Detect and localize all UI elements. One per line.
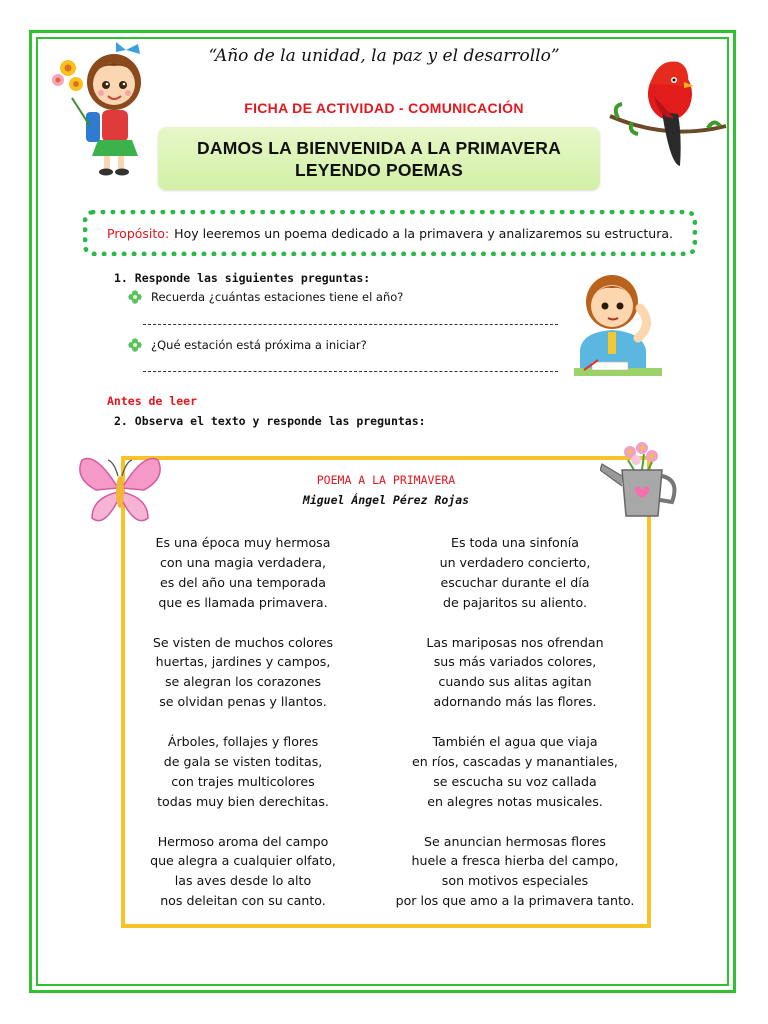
worksheet-title-box: [158, 127, 600, 190]
poem-line: de pajaritos su aliento.: [443, 594, 587, 610]
flower-bullet-icon: [128, 290, 142, 304]
poem-line: huertas, jardines y campos,: [155, 654, 331, 670]
flower-bullet-icon: [128, 338, 142, 352]
poem-line: se escucha su voz callada: [433, 773, 597, 789]
poem-line: con trajes multicolores: [171, 773, 315, 789]
poem-line: sus más variados colores,: [433, 654, 597, 670]
poem-line: se alegran los corazones: [164, 674, 322, 690]
poem-line: un verdadero concierto,: [439, 554, 591, 570]
poem-line: se olvidan penas y llantos.: [159, 694, 327, 710]
poem-line: las aves desde lo alto: [174, 873, 312, 889]
poem-stanza: [390, 633, 640, 713]
poem-title: POEMA A LA PRIMAVERA: [316, 473, 456, 487]
poem-stanza: [133, 832, 353, 912]
section2-heading: 2. Observa el texto y responde las preguntas:: [114, 414, 426, 428]
poem-line: Hermoso aroma del campo: [157, 833, 329, 849]
poem-line: todas muy bien derechitas.: [157, 793, 329, 809]
year-motto: “Año de la unidad, la paz y el desarrollo”: [208, 46, 560, 66]
poem-author: Miguel Ángel Pérez Rojas: [302, 493, 470, 507]
question-text: ¿Qué estación está próxima a iniciar?: [151, 338, 367, 352]
poem-line: huele a fresca hierba del campo,: [411, 853, 619, 869]
poem-line: También el agua que viaja: [432, 734, 598, 750]
worksheet-title-line1: DAMOS LA BIENVENIDA A LA PRIMAVERA: [197, 137, 561, 158]
poem-line: Las mariposas nos ofrendan: [426, 634, 604, 650]
girl-with-flowers-illustration: [46, 40, 161, 180]
poem-line: son motivos especiales: [441, 873, 589, 889]
poem-line: escuchar durante el día: [440, 574, 590, 590]
activity-label: FICHA DE ACTIVIDAD - COMUNICACIÓN: [244, 100, 524, 116]
purpose-box: [83, 210, 697, 256]
answer-line[interactable]: [143, 324, 558, 325]
poem-line: de gala se visten toditas,: [163, 753, 323, 769]
poem-line: Árboles, follajes y flores: [167, 734, 319, 750]
poem-line: por los que amo a la primavera tanto.: [395, 893, 635, 909]
poem-line: en alegres notas musicales.: [427, 793, 603, 809]
section1-heading: 1. Responde las siguientes preguntas:: [114, 271, 371, 285]
before-reading-label: Antes de leer: [107, 394, 198, 408]
poem-line: Se visten de muchos colores: [152, 634, 334, 650]
poem-line: Se anuncian hermosas flores: [424, 833, 606, 849]
answer-line[interactable]: [143, 371, 558, 372]
poem-stanza: [390, 533, 640, 613]
poem-line: con una magia verdadera,: [159, 554, 326, 570]
question-item: [128, 290, 403, 304]
poem-stanza: [133, 633, 353, 713]
poem-line: que alegra a cualquier olfato,: [150, 853, 336, 869]
poem-line: que es llamada primavera.: [158, 594, 328, 610]
question-item: [128, 338, 367, 352]
boy-thinking-illustration: [572, 268, 664, 388]
poem-line: en ríos, cascadas y manantiales,: [412, 753, 618, 769]
question-text: Recuerda ¿cuántas estaciones tiene el año?: [151, 290, 404, 304]
poem-line: cuando sus alitas agitan: [438, 674, 592, 690]
butterfly-illustration: [78, 450, 162, 530]
poem-line: adornando más las flores.: [433, 694, 597, 710]
poem-line: Es una época muy hermosa: [155, 535, 331, 550]
red-bird-illustration: [608, 56, 728, 176]
worksheet-title-line2: LEYENDO POEMAS: [294, 159, 464, 180]
poem-left-column: [133, 533, 353, 931]
poem-line: es del año una temporada: [160, 574, 326, 590]
purpose-text: Hoy leeremos un poema dedicado a la primavera y analizaremos su estructura.: [174, 225, 673, 241]
poem-line: nos deleitan con su canto.: [160, 893, 326, 909]
poem-stanza: [133, 732, 353, 812]
purpose-label: Propósito:: [107, 225, 170, 241]
poem-right-column: [390, 533, 640, 931]
poem-stanza: [390, 832, 640, 912]
poem-line: Es toda una sinfonía: [451, 535, 579, 550]
poem-stanza: [390, 732, 640, 812]
poem-stanza: [133, 533, 353, 613]
